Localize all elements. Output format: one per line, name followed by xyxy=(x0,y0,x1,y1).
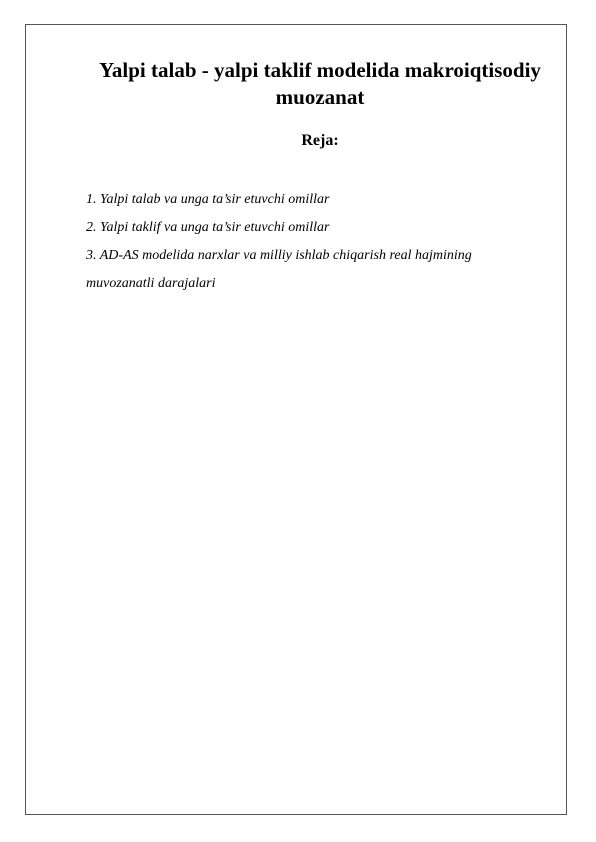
plan-item: 2. Yalpi taklif va unga ta’sir etuvchi omillar xyxy=(86,220,330,235)
plan-item: 3. AD-AS modelida narxlar va milliy ishlab chiqarish real hajmining muvozanatli darajalari xyxy=(86,248,472,291)
plan-list xyxy=(86,186,486,298)
plan-heading: Reja: xyxy=(301,132,339,149)
document-title: Yalpi talab - yalpi taklif modelida makroiqtisodiy muozanat xyxy=(99,58,541,109)
plan-item: 1. Yalpi talab va unga ta’sir etuvchi omillar xyxy=(86,192,330,207)
